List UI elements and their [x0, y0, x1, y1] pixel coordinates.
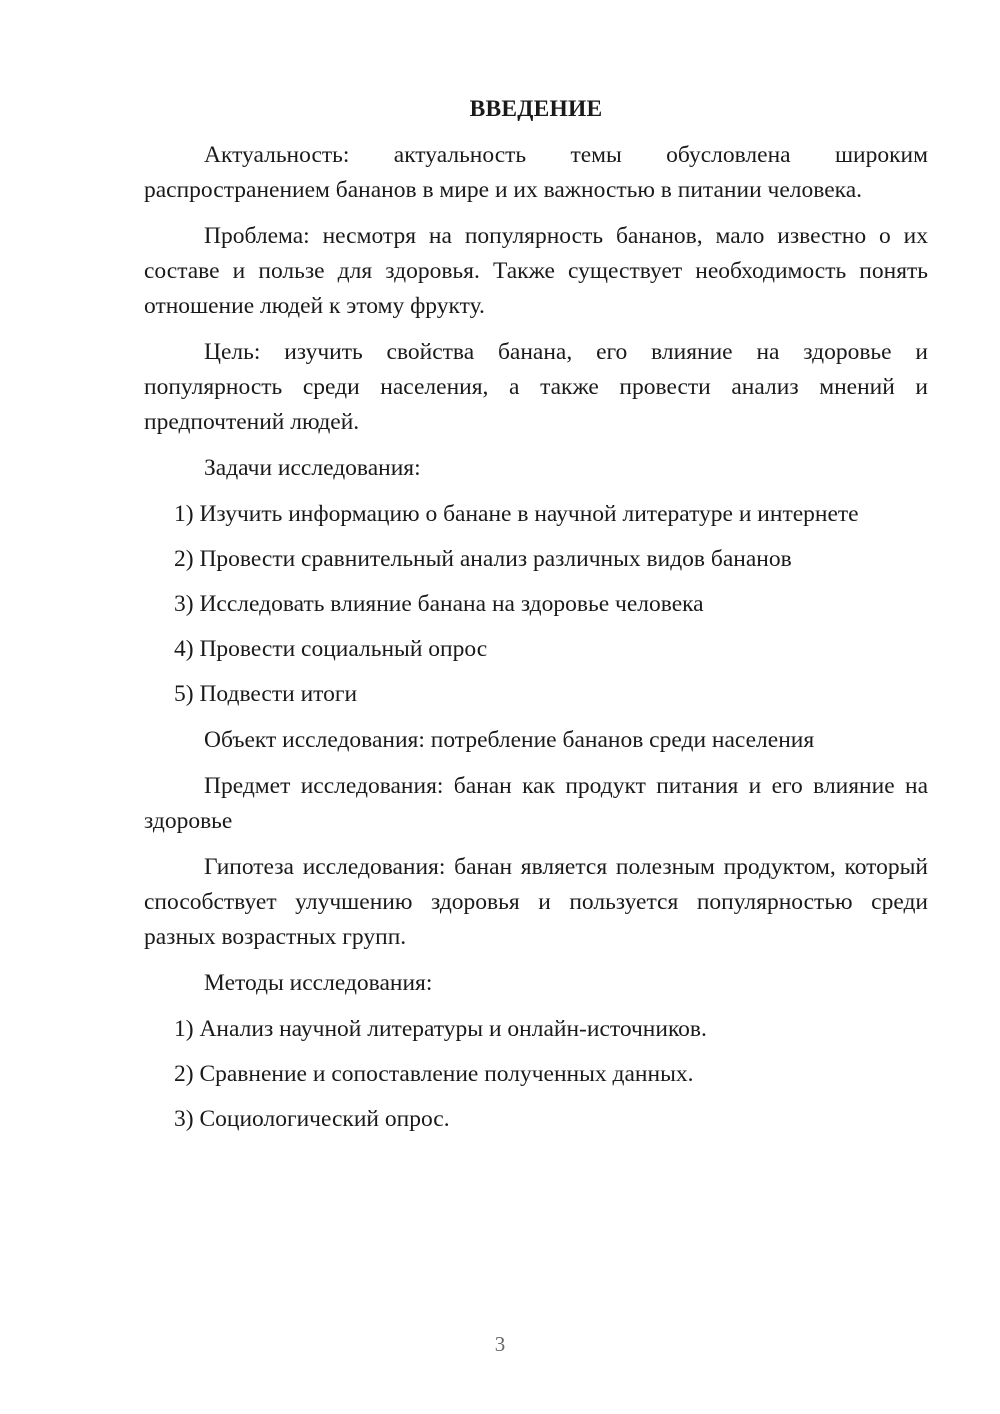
task-item: 5) Подвести итоги: [174, 681, 358, 707]
goal-paragraph: Цель: изучить свойства банана, его влияние на здоровье и популярность среди населения, а также провести анализ мнений и предпочтений людей.: [144, 339, 928, 435]
problem-paragraph: Проблема: несмотря на популярность бананов, мало известно о их составе и пользе для здоровья. Также существует необходимость понять отношение людей к этому фрукту.: [144, 223, 928, 319]
method-item: 2) Сравнение и сопоставление полученных данных.: [174, 1061, 694, 1087]
tasks-list: [144, 497, 928, 712]
method-item: 1) Анализ научной литературы и онлайн-источников.: [174, 1016, 707, 1042]
method-item: 3) Социологический опрос.: [174, 1106, 450, 1132]
hypothesis-paragraph: Гипотеза исследования: банан является полезным продуктом, который способствует улучшению здоровья и пользуется популярностью среди разных возрастных групп.: [144, 854, 928, 950]
methods-list: [144, 1012, 928, 1137]
page-number: 3: [494, 1332, 506, 1356]
methods-heading: Методы исследования:: [204, 970, 433, 996]
page-content: [144, 92, 928, 1148]
task-item: 1) Изучить информацию о банане в научной литературе и интернете: [174, 501, 859, 527]
object-paragraph: Объект исследования: потребление бананов среди населения: [204, 727, 815, 753]
tasks-heading: Задачи исследования:: [204, 455, 421, 481]
task-item: 4) Провести социальный опрос: [174, 636, 488, 662]
subject-paragraph: Предмет исследования: банан как продукт питания и его влияние на здоровье: [144, 773, 928, 834]
relevance-paragraph: Актуальность: актуальность темы обусловлена широким распространением бананов в мире и их важностью в питании человека.: [144, 142, 928, 203]
task-item: 3) Исследовать влияние банана на здоровье человека: [174, 591, 704, 617]
section-title: ВВЕДЕНИЕ: [469, 96, 603, 122]
task-item: 2) Провести сравнительный анализ различных видов бананов: [174, 546, 792, 572]
